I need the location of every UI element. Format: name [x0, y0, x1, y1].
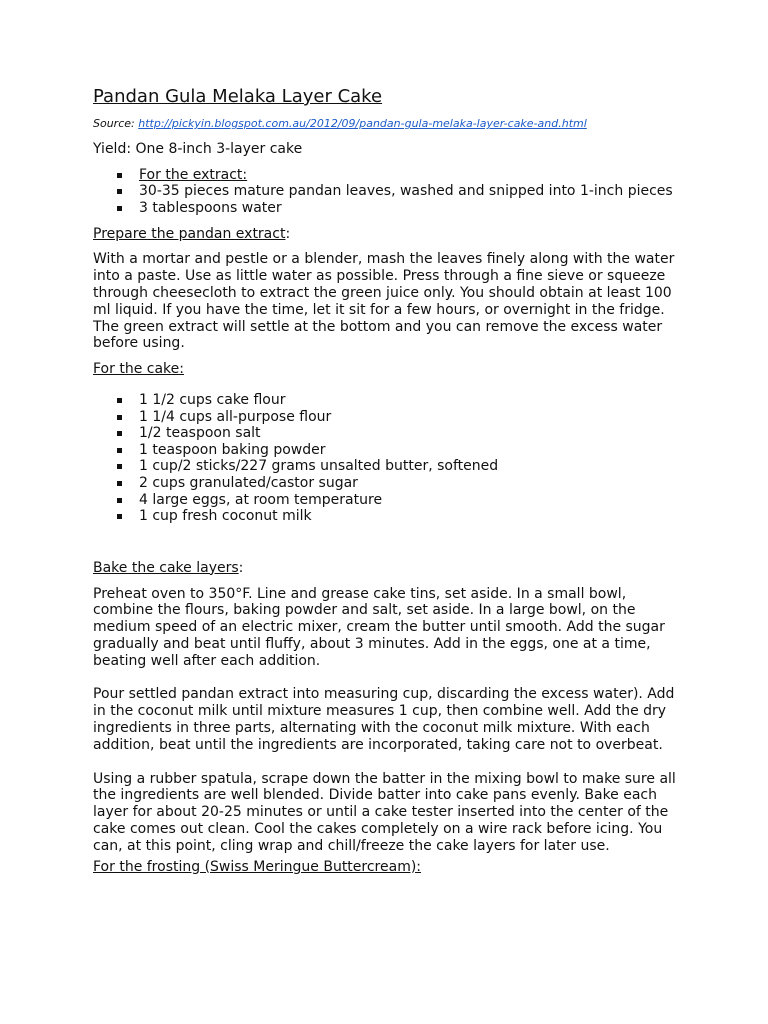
extract-list [93, 167, 683, 217]
spacer [93, 534, 683, 560]
spacer [93, 763, 683, 771]
bullet-icon [117, 448, 122, 453]
list-item: 1 cup/2 sticks/227 grams unsalted butter, softened [93, 458, 683, 475]
bake-paragraph: Preheat oven to 350°F. Line and grease cake tins, set aside. In a small bowl, combine the flours, baking powder and salt, set aside. In a large bowl, on the medium speed of an electric mixer, cream the butter until smooth. Add the sugar gradually and beat until fluffy, about 3 minutes. Add in the eggs, one at a time, beating well after each addition. [93, 585, 665, 669]
bake-heading: Bake the cake layers: [93, 559, 244, 576]
cake-heading: For the cake: [93, 361, 184, 378]
document-body [93, 86, 683, 884]
list-item: 2 cups granulated/castor sugar [93, 475, 683, 492]
bullet-icon [117, 398, 122, 403]
list-item: 3 tablespoons water [93, 200, 683, 217]
bake-paragraph: Pour settled pandan extract into measuring cup, discarding the excess water). Add in the coconut milk until mixture measures 1 cup, then combine well. Add the dry ingredients in three parts, alternating with the coconut milk mixture. With each addition, beat until the ingredients are incorporated, taking care not to overbeat. [93, 686, 675, 753]
bullet-icon [117, 481, 122, 486]
list-item: 1 1/4 cups all-purpose flour [93, 409, 683, 426]
frosting-heading: For the frosting (Swiss Meringue Buttercream): [93, 858, 422, 875]
source-label: Source: [93, 117, 135, 130]
list-item: 30-35 pieces mature pandan leaves, washed and snipped into 1-inch pieces [93, 183, 683, 200]
list-item: 4 large eggs, at room temperature [93, 492, 683, 509]
list-item: 1/2 teaspoon salt [93, 425, 683, 442]
bullet-icon [117, 514, 122, 519]
yield-text: Yield: One 8-inch 3-layer cake [93, 141, 303, 157]
extract-subheading: For the extract: [139, 166, 248, 183]
recipe-title: Pandan Gula Melaka Layer Cake [93, 86, 383, 107]
list-item [93, 167, 683, 184]
spacer [93, 678, 683, 686]
prepare-paragraph: With a mortar and pestle or a blender, mash the leaves finely along with the water into a paste. Use as little water as possible. Press through a fine sieve or squeeze through cheesecloth to extract the green juice only. You should obtain at least 100 ml liquid. If you have the time, let it sit for a few hours, or overnight in the fridge. The green extract will settle at the bottom and you can remove the excess water before using. [93, 251, 675, 352]
source-line [93, 117, 683, 131]
cake-ingredient-list [93, 392, 683, 525]
source-link[interactable]: http://pickyin.blogspot.com.au/2012/09/pandan-gula-melaka-layer-cake-and.html [138, 117, 587, 130]
bullet-icon [117, 189, 122, 194]
bullet-icon [117, 173, 122, 178]
list-item: 1 teaspoon baking powder [93, 442, 683, 459]
list-item: 1 1/2 cups cake flour [93, 392, 683, 409]
bake-paragraph: Using a rubber spatula, scrape down the batter in the mixing bowl to make sure all the ingredients are well blended. Divide batter into cake pans evenly. Bake each layer for about 20-25 minutes or until a cake tester inserted into the center of the cake comes out clean. Cool the cakes completely on a wire rack before icing. You can, at this point, cling wrap and chill/freeze the cake layers for later use. [93, 770, 676, 854]
bullet-icon [117, 498, 122, 503]
bullet-icon [117, 415, 122, 420]
bullet-icon [117, 206, 122, 211]
list-item: 1 cup fresh coconut milk [93, 508, 683, 525]
bullet-icon [117, 431, 122, 436]
prepare-heading: Prepare the pandan extract: [93, 225, 291, 242]
bullet-icon [117, 464, 122, 469]
